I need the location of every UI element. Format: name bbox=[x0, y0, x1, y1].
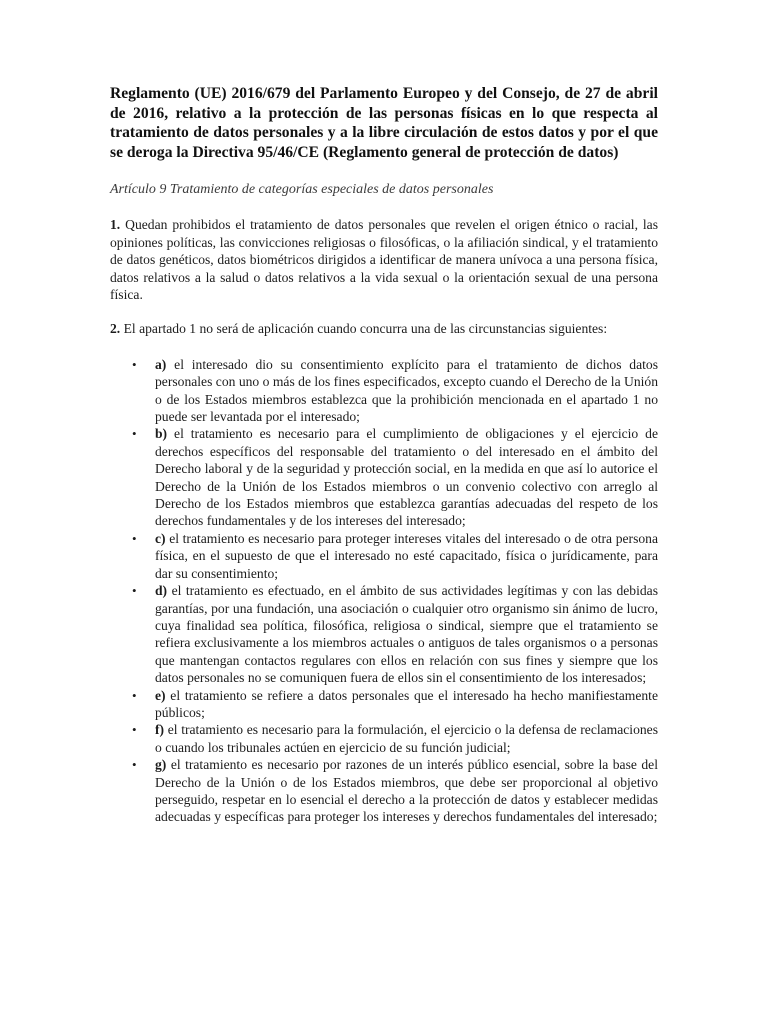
item-letter: e) bbox=[155, 687, 166, 703]
bullet-icon: • bbox=[132, 757, 137, 773]
item-letter: d) bbox=[155, 583, 168, 599]
item-text: el tratamiento es necesario para el cumplimiento de obligaciones y el ejercicio de derechos específicos del responsable del tratamiento o del interesado en el ámbito del Derecho laboral y de la seguridad y protección social, en la medida en que así lo autorice el Derecho de la Unión de los Estados miembros o un convenio colectivo con arreglo al Derecho de los Estados miembros que establezca garantías adecuadas del respeto de los derechos fundamentales y de los intereses del interesado; bbox=[155, 426, 658, 529]
paragraph-text: Quedan prohibidos el tratamiento de datos personales que revelen el origen étnico o racial, las opiniones políticas, las convicciones religiosas o filosóficas, o la afiliación sindical, y el tratamiento de datos genéticos, datos biométricos dirigidos a identificar de manera unívoca a una persona física, datos relativos a la salud o datos relativos a la vida sexual o la orientación sexual de una persona física. bbox=[110, 217, 658, 302]
bullet-icon: • bbox=[132, 426, 137, 442]
item-letter: f) bbox=[155, 722, 165, 738]
item-text: el tratamiento es efectuado, en el ámbito de sus actividades legítimas y con las debidas garantías, por una fundación, una asociación o cualquier otro organismo sin ánimo de lucro, cuya finalidad sea política, filosófica, religiosa o sindical, siempre que el tratamiento se refiera exclusivamente a los miembros actuales o antiguos de tales organismos o a personas que mantengan contactos regulares con ellos en relación con sus fines y siempre que los datos personales no se comuniquen fuera de ellos sin el consentimiento de los interesados; bbox=[155, 583, 658, 686]
item-text: el tratamiento se refiere a datos personales que el interesado ha hecho manifiestamente públicos; bbox=[155, 687, 658, 720]
list-item-a bbox=[110, 356, 658, 426]
bullet-icon: • bbox=[132, 530, 137, 546]
paragraph-number: 2. bbox=[110, 321, 121, 337]
item-text: el tratamiento es necesario para proteger intereses vitales del interesado o de otra persona física, en el supuesto de que el interesado no esté capacitado, física o jurídicamente, para dar su consentimiento; bbox=[155, 530, 658, 581]
bullet-icon: • bbox=[132, 722, 137, 738]
document-title: Reglamento (UE) 2016/679 del Parlamento Europeo y del Consejo, de 27 de abril de 2016, relativo a la protección de las personas físicas en lo que respecta al tratamiento de datos personales y a la libre circulación de estos datos y por el que se deroga la Directiva 95/46/CE (Reglamento general de protección de datos) bbox=[110, 85, 658, 161]
list-item-e bbox=[110, 687, 658, 722]
bullet-icon: • bbox=[132, 583, 137, 599]
list-item-f bbox=[110, 721, 658, 756]
list-item-d bbox=[110, 582, 658, 686]
paragraph-2 bbox=[110, 320, 658, 337]
item-letter: a) bbox=[155, 356, 167, 372]
paragraph-text: El apartado 1 no será de aplicación cuando concurra una de las circunstancias siguientes: bbox=[123, 321, 608, 337]
article-heading: Artículo 9 Tratamiento de categorías especiales de datos personales bbox=[110, 182, 494, 198]
bullet-icon: • bbox=[132, 356, 137, 372]
list-item-b bbox=[110, 425, 658, 529]
paragraph-number: 1. bbox=[110, 217, 121, 233]
item-text: el interesado dio su consentimiento explícito para el tratamiento de dichos datos personales con uno o más de los fines especificados, excepto cuando el Derecho de la Unión o de los Estados miembros establezca que la prohibición mencionada en el apartado 1 no puede ser levantada por el interesado; bbox=[155, 356, 658, 425]
item-text: el tratamiento es necesario por razones de un interés público esencial, sobre la base del Derecho de la Unión o de los Estados miembros, que debe ser proporcional al objetivo perseguido, respetar en lo esencial el derecho a la protección de datos y establecer medidas adecuadas y específicas para proteger los intereses y derechos fundamentales del interesado; bbox=[155, 757, 658, 825]
list-item-c bbox=[110, 530, 658, 582]
list-item-g bbox=[110, 756, 658, 826]
bullet-icon: • bbox=[132, 687, 137, 703]
item-letter: c) bbox=[155, 530, 166, 546]
paragraph-1 bbox=[110, 216, 658, 303]
item-letter: b) bbox=[155, 426, 168, 442]
document-body bbox=[110, 84, 658, 826]
circumstances-list bbox=[110, 356, 658, 826]
item-text: el tratamiento es necesario para la formulación, el ejercicio o la defensa de reclamaciones o cuando los tribunales actúen en ejercicio de su función judicial; bbox=[155, 722, 659, 755]
item-letter: g) bbox=[155, 757, 167, 773]
